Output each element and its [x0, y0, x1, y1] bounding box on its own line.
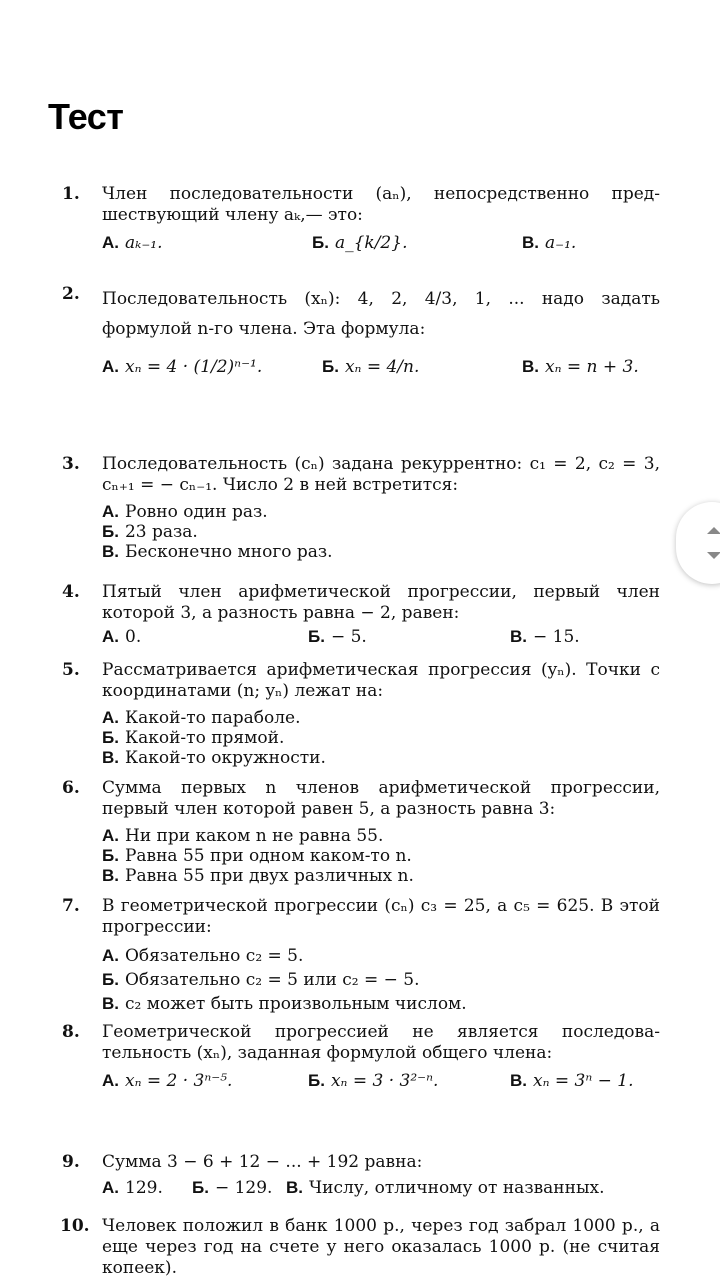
option-c: В. Числу, отличному от названных.: [286, 1178, 605, 1198]
option-c: В. − 15.: [510, 627, 580, 647]
option-b: Б. 23 раза.: [102, 522, 198, 542]
question-5: [62, 660, 660, 768]
question-stem: Геометрической прогрессией не является последовательность (xₙ), заданная формулой общего члена:: [102, 1022, 660, 1063]
question-stem: Последовательность (xₙ): 4, 2, 4/3, 1, ... надо задать формулой n-го члена. Эта формула:: [102, 289, 660, 339]
option-a: А. 0.: [102, 627, 142, 647]
option-a: А. aₖ₋₁.: [102, 233, 163, 253]
question-stem: В геометрической прогрессии (cₙ) c₃ = 25, а c₅ = 625. В этой прогрессии:: [102, 896, 660, 937]
option-b: Б. − 5.: [308, 627, 367, 647]
option-b: Б. xₙ = 4/n.: [322, 357, 420, 377]
question-8: [62, 1022, 660, 1094]
question-number: 7.: [62, 896, 80, 916]
option-b: Б. − 129.: [192, 1178, 273, 1198]
question-3: [62, 454, 660, 562]
option-b: Б. Равна 55 при одном каком-то n.: [102, 846, 412, 866]
question-number: 2.: [62, 284, 80, 304]
question-1: [62, 184, 660, 256]
question-stem: Пятый член арифметической прогрессии, первый член которой 3, а разность равна − 2, равен:: [102, 582, 660, 623]
option-a: А. 129.: [102, 1178, 163, 1198]
option-b: Б. Обязательно c₂ = 5 или c₂ = − 5.: [102, 970, 420, 990]
option-c: В. Бесконечно много раз.: [102, 542, 333, 562]
question-number: 8.: [62, 1022, 80, 1042]
option-c: В. Какой-то окружности.: [102, 748, 326, 768]
option-c: В. xₙ = 3ⁿ − 1.: [510, 1071, 634, 1091]
question-10: [62, 1216, 660, 1279]
option-b: Б. xₙ = 3 · 3²⁻ⁿ.: [308, 1071, 439, 1091]
question-number: 6.: [62, 778, 80, 798]
option-a: А. Ни при каком n не равна 55.: [102, 826, 384, 846]
option-c: В. xₙ = n + 3.: [522, 357, 639, 377]
question-number: 10.: [60, 1216, 90, 1236]
question-7: [62, 896, 660, 1016]
question-number: 1.: [62, 184, 80, 204]
question-number: 5.: [62, 660, 80, 680]
question-4: [62, 582, 660, 650]
option-a: А. Обязательно c₂ = 5.: [102, 946, 304, 966]
option-a: А. xₙ = 2 · 3ⁿ⁻⁵.: [102, 1071, 233, 1091]
scroll-up-down-icon: [704, 524, 720, 562]
question-stem: Рассматривается арифметическая прогрессия (yₙ). Точки с координатами (n; yₙ) лежат на:: [102, 660, 660, 701]
question-number: 9.: [62, 1152, 80, 1172]
option-a: А. Ровно один раз.: [102, 502, 268, 522]
question-9: [62, 1152, 660, 1201]
scroll-button[interactable]: [676, 502, 720, 584]
question-stem: Сумма первых n членов арифметической прогрессии, первый член которой равен 5, а разность равна 3:: [102, 778, 660, 819]
option-b: Б. Какой-то прямой.: [102, 728, 285, 748]
page-title: Тест: [48, 96, 124, 137]
question-number: 3.: [62, 454, 80, 474]
option-a: А. xₙ = 4 · (1/2)ⁿ⁻¹.: [102, 357, 263, 377]
question-2: [62, 284, 660, 380]
option-c: В. c₂ может быть произвольным числом.: [102, 994, 467, 1014]
question-6: [62, 778, 660, 886]
option-a: А. Какой-то параболе.: [102, 708, 301, 728]
question-number: 4.: [62, 582, 80, 602]
option-c: В. Равна 55 при двух различных n.: [102, 866, 414, 886]
option-c: В. a₋₁.: [522, 233, 577, 253]
question-stem: Сумма 3 − 6 + 12 − ... + 192 равна:: [102, 1152, 423, 1172]
option-b: Б. a_{k/2}.: [312, 233, 408, 253]
question-stem: Человек положил в банк 1000 р., через год забрал 1000 р., а еще через год на счете у него оказалась 1000 р. (не считая копеек).: [102, 1216, 660, 1278]
question-stem: Последовательность (cₙ) задана рекуррентно: c₁ = 2, c₂ = 3, cₙ₊₁ = − cₙ₋₁. Число 2 в ней встретится:: [102, 454, 660, 495]
question-stem: Член последовательности (aₙ), непосредственно предшествующий члену aₖ,— это:: [102, 184, 660, 225]
